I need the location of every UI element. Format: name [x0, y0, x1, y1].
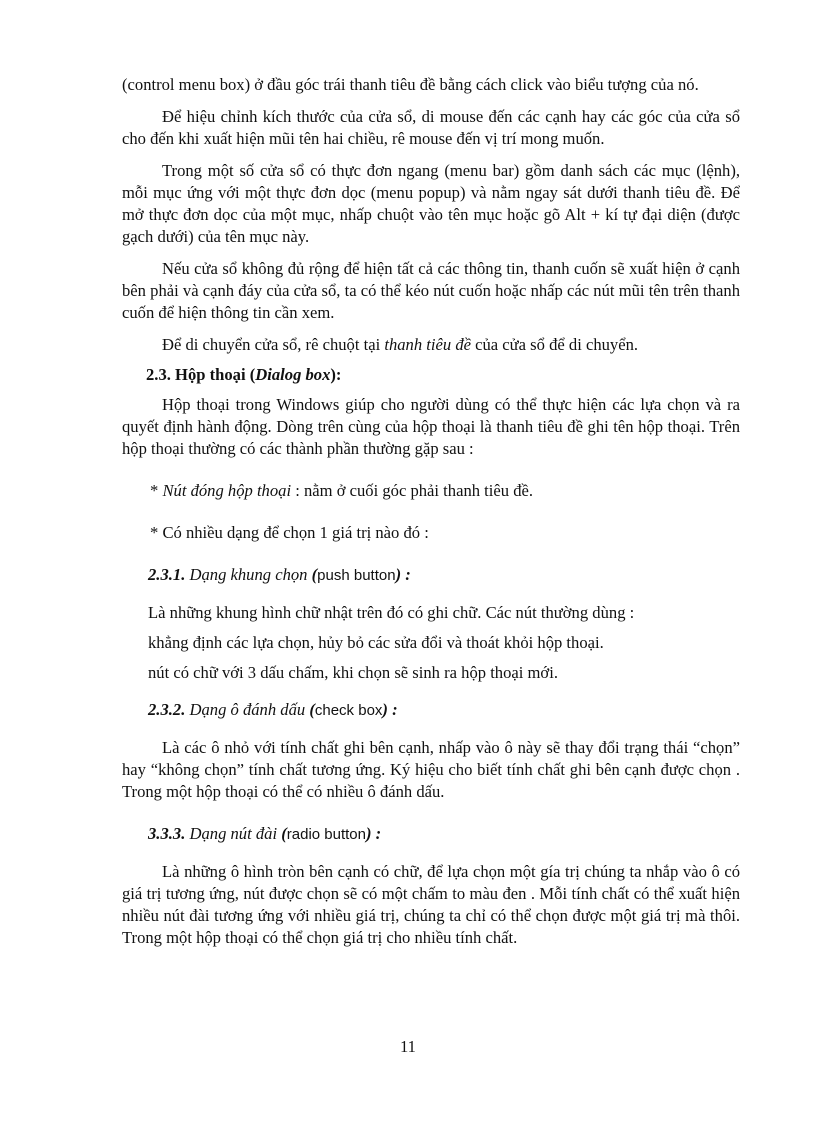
subsection-title: Dạng nút đài [185, 824, 282, 843]
move-window-title-bar-term: thanh tiêu đề [384, 335, 471, 354]
subsection-close-paren: ) : [382, 700, 398, 719]
section-heading-suffix: ): [330, 365, 342, 384]
page-number: 11 [400, 1037, 416, 1056]
push-button-line-3: nút có chữ với 3 dấu chấm, khi chọn sẽ sinh ra hộp thoại mới. [148, 663, 558, 682]
subsection-open-paren: ( [309, 700, 315, 719]
subsection-heading-check-box [122, 699, 740, 722]
subsection-english-term: push button [317, 567, 396, 584]
paragraph-dialog-intro: Hộp thoại trong Windows giúp cho người dùng có thể thực hiện các lựa chọn và ra quyết định hành động. Dòng trên cùng của hộp thoại là thanh tiêu đề ghi tên hộp thoại. Trên hộp thoại thường có các thành phần thường gặp sau : [122, 395, 740, 458]
bullet-close-button-star: * [150, 481, 163, 500]
bullet-close-button [122, 480, 740, 502]
subsection-open-paren: ( [311, 565, 318, 584]
paragraph-control-menu-box: (control menu box) ở đầu góc trái thanh tiêu đề bằng cách click vào biểu tượng của nó. [122, 75, 699, 94]
section-heading-dialog-box [122, 364, 740, 386]
paragraph-scrollbar: Nếu cửa sổ không đủ rộng để hiện tất cả các thông tin, thanh cuốn sẽ xuất hiện ở cạnh bên phải và cạnh đáy của cửa sổ, ta có thể kéo nút cuốn hoặc nhấp các nút mũi tên trên thanh cuốn để hiện thông tin cần xem. [122, 259, 740, 322]
subsection-english-term: check box [314, 702, 383, 719]
paragraph-resize-window: Để hiệu chỉnh kích thước của cửa sổ, di mouse đến các cạnh hay các góc của cửa sổ cho đến khi xuất hiện mũi tên hai chiều, rê mouse đến vị trí mong muốn. [122, 107, 740, 148]
subsection-heading-push-button [122, 564, 740, 587]
subsection-heading-radio-button [122, 823, 740, 846]
subsection-number: 3.3.3. [148, 824, 186, 843]
paragraph-move-window [122, 334, 740, 356]
subsection-title: Dạng ô đánh dấu [185, 700, 310, 719]
bullet-close-button-term: Nút đóng hộp thoại [162, 481, 292, 500]
paragraph-radio-button: Là những ô hình tròn bên cạnh có chữ, để lựa chọn một gía trị chúng ta nhắp vào ô có giá trị tương ứng, nút được chọn sẽ có một chấm to màu đen . Mỗi tính chất có thể xuất hiện nhiều nút đài tương ứng với nhiều giá trị, chúng ta chỉ có thể chọn được một giá trị mà thôi. Trong một hộp thoại có thể chọn giá trị cho nhiều tính chất. [122, 862, 740, 947]
section-heading-prefix: 2.3. Hộp thoại ( [146, 365, 256, 384]
push-button-line-1: Là những khung hình chữ nhật trên đó có ghi chữ. Các nút thường dùng : [148, 603, 635, 622]
document-page [122, 74, 740, 949]
bullet-choice-types: * Có nhiều dạng để chọn 1 giá trị nào đó : [150, 523, 429, 542]
move-window-text-end: của cửa sổ để di chuyển. [470, 335, 639, 354]
subsection-english-term: radio button [286, 826, 366, 843]
push-button-line-2: khẳng định các lựa chọn, hủy bỏ các sửa đổi và thoát khỏi hộp thoại. [148, 633, 604, 652]
subsection-close-paren: ) : [395, 565, 411, 584]
subsection-number: 2.3.1. [148, 565, 186, 584]
section-heading-dialog-box-term: Dialog box [255, 365, 331, 384]
move-window-text-start: Để di chuyển cửa sổ, rê chuột tại [162, 335, 385, 354]
paragraph-menu-bar: Trong một số cửa sổ có thực đơn ngang (menu bar) gồm danh sách các mục (lệnh), mỗi mục ứng với một thực đơn dọc (menu popup) và nằm ngay sát dưới thanh tiêu đề. Để mở thực đơn dọc của một mục, nhấp chuột vào tên mục hoặc gõ Alt + kí tự đại diện (được gạch dưới) của tên mục này. [122, 161, 740, 246]
subsection-close-paren: ) : [366, 824, 382, 843]
subsection-number: 2.3.2. [148, 700, 186, 719]
bullet-close-button-text: : nằm ở cuối góc phải thanh tiêu đề. [291, 481, 534, 500]
paragraph-check-box: Là các ô nhỏ với tính chất ghi bên cạnh, nhấp vào ô này sẽ thay đổi trạng thái “chọn” hay “không chọn” tính chất tương ứng. Ký hiệu cho biết tính chất ghi bên cạnh được chọn . Trong một hộp thoại có thể có nhiều ô đánh dấu. [122, 738, 740, 801]
subsection-open-paren: ( [281, 824, 287, 843]
subsection-title: Dạng khung chọn [185, 565, 312, 584]
